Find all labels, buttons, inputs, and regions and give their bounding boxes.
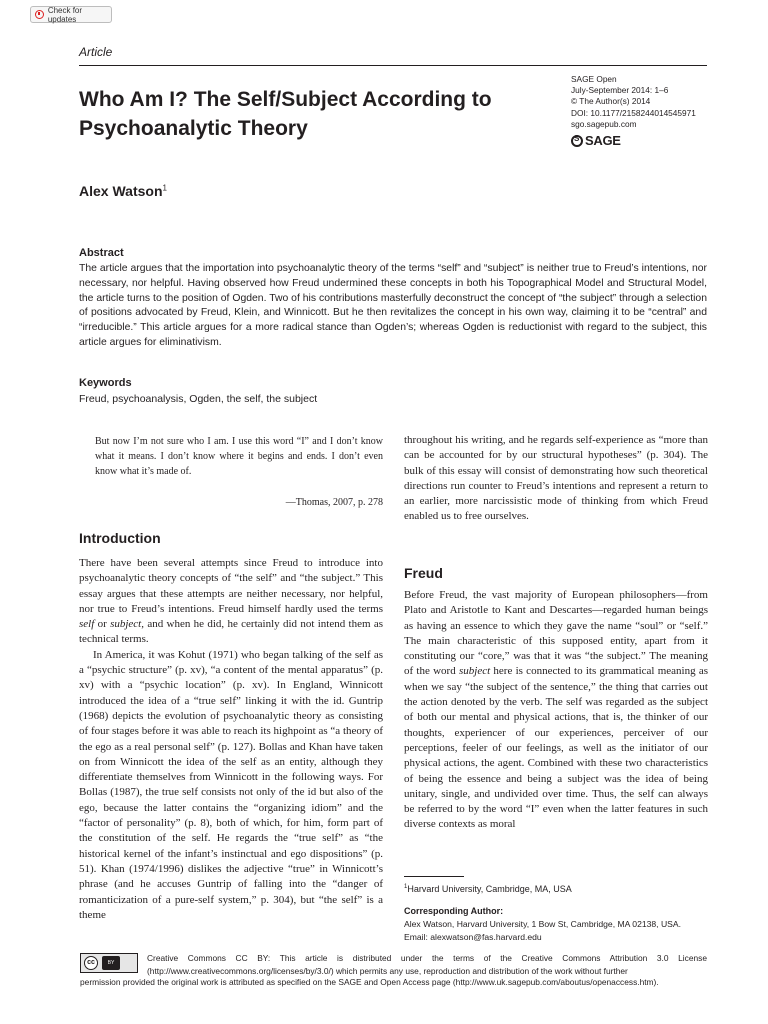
text-run: There have been several attempts since Freud to introduce into psychoanalytic theory concepts of “the self” and “the subject.” This essay argues that these attempts are neither necessary, nor helpful, nor true to Freud’s intentions. Freud himself hardly used the terms [79, 557, 383, 615]
text-run: here is connected to its grammatical meaning as when we say “the subject of the sentence,” the thing that carries out the action denoted by the verb. The self was regarded as the subject of both our mental and physical actions, that is, the thinker of our thoughts, experiencer of our experiences, perceiver of our perceptions, feeler of our feelings, as well as the initiator of our physical actions, the agent. Combined with these two characteristics of being the essence and being a subject was the idea of being unitary, single, and undivided over time. Thus, the self can always be referred to by the word “I” even when the latter features in such diverse contexts as moral [404, 665, 709, 831]
keywords-heading: Keywords [79, 377, 132, 389]
introduction-continued [404, 433, 708, 525]
introduction-paragraph-continued: throughout his writing, and he regards self-experience as “more than can be accounted for by our structural hypotheses” (p. 304). The bulk of this essay will consist of demonstrating how such theoretical directions run counter to Freud’s intentions and represent a return to an earlier, more narcissistic mode of thinking from which Freud enabled us to free ourselves. [404, 434, 708, 523]
abstract-heading: Abstract [79, 247, 124, 259]
check-for-updates-button[interactable] [30, 6, 112, 23]
license-text-continued: permission provided the original work is attributed as specified on the SAGE and Open Access page (http://www.uk.sagepub.com/aboutus/openaccess.htm). [80, 977, 659, 987]
cc-by-badge [80, 953, 138, 973]
header-divider [79, 65, 707, 66]
sage-logo-text: SAGE [585, 133, 621, 148]
article-title: Who Am I? The Self/Subject According to Psychoanalytic Theory [79, 88, 492, 140]
freud-heading: Freud [404, 565, 443, 581]
license-text: Creative Commons CC BY: This article is distributed under the terms of the Creative Commons Attribution 3.0 License (http://www.creativecommons.org/licenses/by/3.0/) which permits any use, reproduction and distribution of the work without further [147, 953, 707, 976]
emphasis-subject: subject [110, 618, 142, 631]
update-icon [35, 10, 44, 19]
abstract-text: The article argues that the importation into psychoanalytic theory of the terms “self” and “subject” is neither true to Freud’s intentions, nor necessary, nor helpful. Having observed how Freud undermined these concepts in both his Topographical Model and Structural Model, the article turns to the position of Ogden. Two of his contributions masterfully deconstruct the concept of “the subject” through a selection of positions advocated by Freud, Klein, and Winnicott. But he then revitalizes the concept in his own way, claiming it to be “central” and “irreducible.” This article argues for a more radical stance than Ogden’s; whereas Ogden is reductionist with regard to the subject, this article argues for eliminativism. [79, 263, 707, 348]
introduction-paragraph-2: In America, it was Kohut (1971) who began talking of the self as a “psychic structure” (p. xv), “a content of the mental apparatus” (p. xv) with a “psychic location” (p. xv). In England, Winnicott introduced the idea of a “true self” linking it with the id. Guntrip (1968) depicts the evolution of psychoanalytic theory as consisting of four stages before it was able to reach its highpoint as “a theory of the ego as a real personal self” (p. 127). Bollas and Khan have taken on from Winnicott the idea of the self as an entity, although they differentiate themselves from Winnicott in the following ways. For Bollas (1987), the true self consists not only of the id but also of the ego, because the latter contains the “organizing idiom” and the “factor of personality” (p. 8), both of which, for him, form part of the constitution of the self. He regards the “true self” as “the historical kernel of the infant’s instinctual and ego dispositions” (p. 51). Khan (1974/1996) dislikes the adjective “true” in Winnicott’s phrase (and he accuses Guntrip of falling into the “danger of romanticization of a pure-self system,” p. 304), but “the self” is a theme [79, 648, 383, 921]
check-for-updates-label: Check for updates [47, 5, 83, 24]
text-run: Before Freud, the vast majority of European philosophers—from Plato and Aristotle to Kant and Descartes—regarded human beings as having an essence to which they gave the name “soul” or “self.” The main characteristic of this supposed entity, apart from it constituting our “core,” was that it was “the subject.” The meaning of the word [404, 589, 708, 678]
keywords-text: Freud, psychoanalysis, Ogden, the self, the subject [79, 393, 318, 405]
journal-metadata [571, 74, 696, 130]
doi-link[interactable]: DOI: 10.1177/2158244014545971 [571, 107, 696, 118]
attribution-icon: BY [102, 956, 120, 970]
corresponding-author-heading: Corresponding Author: [404, 906, 504, 916]
epigraph-quote: But now I’m not sure who I am. I use this word “I” and I don’t know what it means. I don’t know where it begins and ends. I don’t even know what it’s made of. [95, 436, 383, 478]
author-affiliation [404, 884, 572, 894]
author-name-text: Alex Watson [79, 183, 163, 199]
emphasis-subject: subject [458, 665, 491, 678]
introduction-paragraph-1 [79, 556, 383, 648]
author-name [79, 183, 167, 199]
corresponding-author-address: Alex Watson, Harvard University, 1 Bow St, Cambridge, MA 02138, USA. [404, 919, 682, 929]
journal-name: SAGE Open [571, 74, 617, 84]
footnote-marker: 1 [404, 884, 408, 890]
sage-logo-icon [571, 135, 583, 147]
copyright-line: © The Author(s) 2014 [571, 96, 651, 107]
journal-url-link[interactable]: sgo.sagepub.com [571, 118, 637, 129]
epigraph-citation: —Thomas, 2007, p. 278 [285, 497, 383, 508]
emphasis-self: self [79, 618, 95, 631]
introduction-heading: Introduction [79, 530, 161, 546]
introduction-body [79, 556, 383, 923]
author-footnote-marker: 1 [162, 183, 167, 193]
journal-issue: July-September 2014: 1–6 [571, 85, 669, 96]
article-type-label: Article [79, 45, 113, 59]
freud-body [404, 588, 708, 833]
sage-logo [571, 133, 621, 148]
text-run: , and when he did, he certainly did not intend them as technical terms. [79, 618, 383, 646]
freud-paragraph-1 [404, 588, 708, 833]
footnote-divider [404, 876, 464, 877]
creative-commons-icon: cc [84, 956, 98, 970]
text-run: or [94, 618, 111, 631]
affiliation-text: Harvard University, Cambridge, MA, USA [407, 884, 572, 894]
corresponding-author-email[interactable]: Email: alexwatson@fas.harvard.edu [404, 932, 542, 942]
